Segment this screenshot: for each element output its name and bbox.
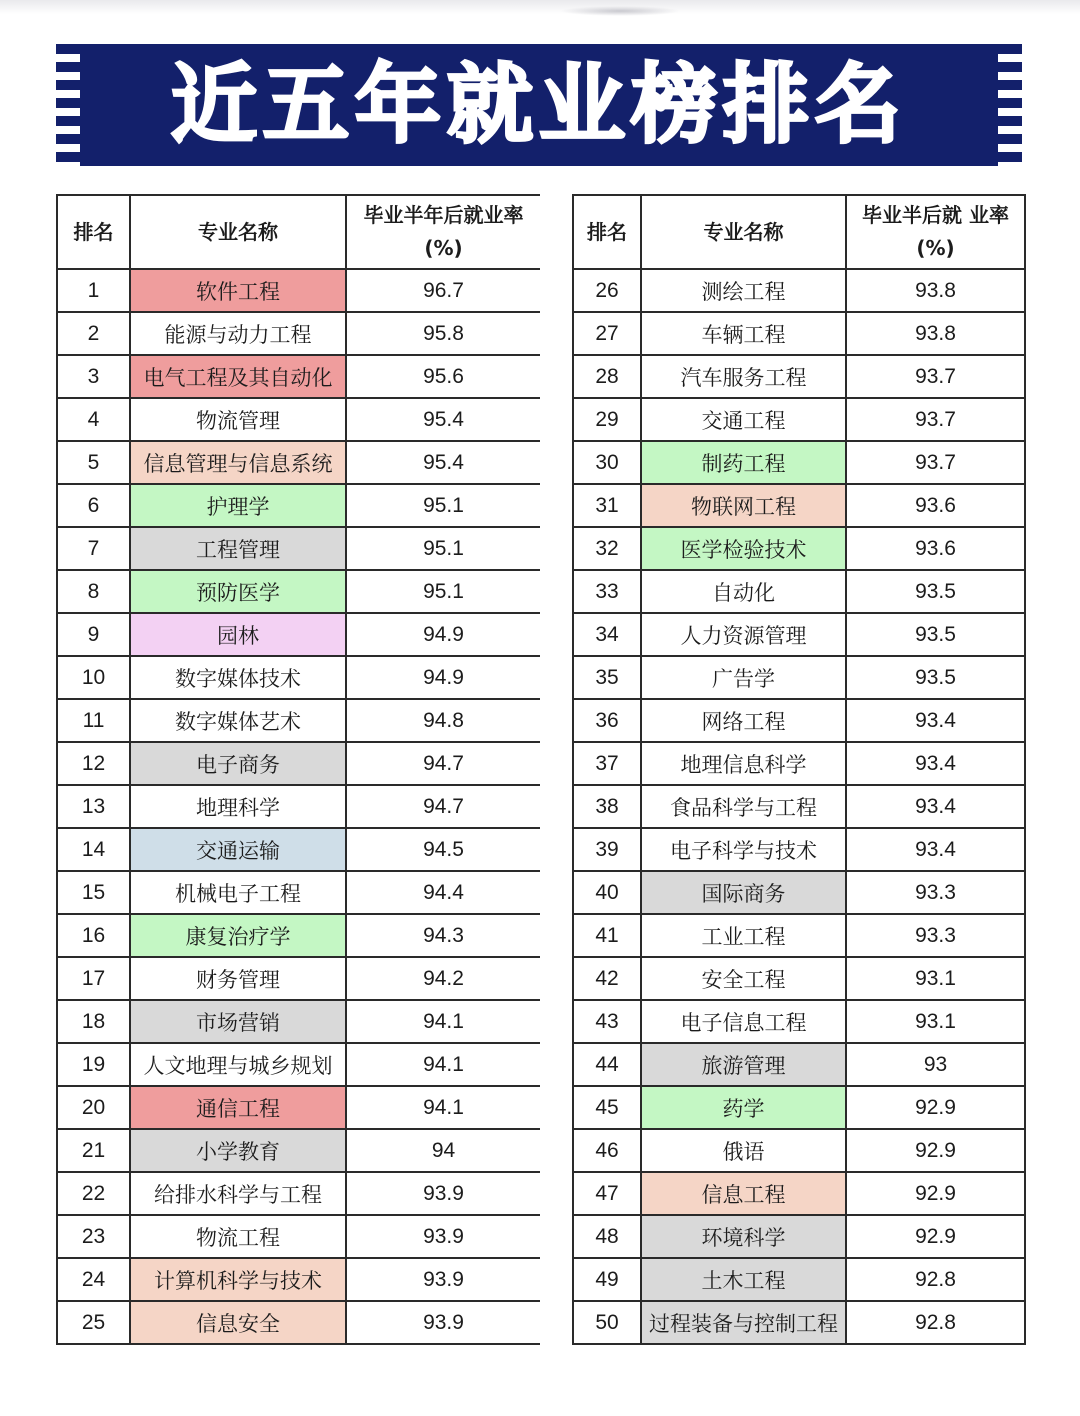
rate-cell: 93.5 (846, 570, 1025, 613)
major-name-cell: 市场营销 (130, 1000, 346, 1043)
major-name-cell: 地理科学 (130, 785, 346, 828)
rate-cell: 94.5 (346, 828, 541, 871)
rate-cell: 94.1 (346, 1086, 541, 1129)
rank-cell: 18 (57, 1000, 130, 1043)
rate-header-line1: 毕业半年后就业率 (363, 203, 524, 227)
table-row (57, 785, 541, 828)
table-row (57, 1215, 541, 1258)
table-row (573, 871, 1025, 914)
rate-cell: 93.7 (846, 441, 1025, 484)
table-row (573, 1258, 1025, 1301)
rank-cell: 33 (573, 570, 641, 613)
page-title: 近五年就业榜排名 (171, 55, 907, 155)
table-row (57, 1258, 541, 1301)
rank-cell: 11 (57, 699, 130, 742)
top-shadow (0, 0, 1080, 14)
table-row (57, 398, 541, 441)
major-name-cell: 俄语 (641, 1129, 846, 1172)
major-name-cell: 药学 (641, 1086, 846, 1129)
rank-cell: 43 (573, 1000, 641, 1043)
rate-cell: 93.5 (846, 613, 1025, 656)
major-name-cell: 康复治疗学 (130, 914, 346, 957)
rate-cell: 93.3 (846, 914, 1025, 957)
major-name-cell: 预防医学 (130, 570, 346, 613)
rate-cell: 94.1 (346, 1043, 541, 1086)
table-row (573, 1000, 1025, 1043)
major-header: 专业名称 (130, 195, 346, 269)
rate-cell: 94.8 (346, 699, 541, 742)
rate-cell: 94.7 (346, 742, 541, 785)
rank-cell: 14 (57, 828, 130, 871)
rate-cell: 94.3 (346, 914, 541, 957)
rate-header-line1: 毕业半后就 业率 (862, 203, 1009, 227)
rank-cell: 30 (573, 441, 641, 484)
table-row (57, 1129, 541, 1172)
rank-cell: 48 (573, 1215, 641, 1258)
major-name-cell: 园林 (130, 613, 346, 656)
rank-cell: 24 (57, 1258, 130, 1301)
rank-cell: 38 (573, 785, 641, 828)
rank-cell: 41 (573, 914, 641, 957)
rate-cell: 95.4 (346, 398, 541, 441)
rate-cell: 93.9 (346, 1215, 541, 1258)
table-row (57, 957, 541, 1000)
rate-cell: 92.9 (846, 1172, 1025, 1215)
rank-cell: 8 (57, 570, 130, 613)
major-name-cell: 交通工程 (641, 398, 846, 441)
rank-cell: 49 (573, 1258, 641, 1301)
rate-cell: 93.1 (846, 1000, 1025, 1043)
rate-cell: 93.4 (846, 828, 1025, 871)
table-row (573, 527, 1025, 570)
ranking-table-right-body (573, 269, 1025, 1344)
rate-cell: 93.1 (846, 957, 1025, 1000)
table-header-row (57, 195, 541, 269)
rank-cell: 31 (573, 484, 641, 527)
major-name-cell: 机械电子工程 (130, 871, 346, 914)
table-row (573, 484, 1025, 527)
major-name-cell: 工程管理 (130, 527, 346, 570)
rate-cell: 93.6 (846, 527, 1025, 570)
major-name-cell: 信息工程 (641, 1172, 846, 1215)
table-row (57, 742, 541, 785)
table-row (573, 441, 1025, 484)
major-name-cell: 通信工程 (130, 1086, 346, 1129)
rate-cell: 93.3 (846, 871, 1025, 914)
rate-cell: 92.9 (846, 1215, 1025, 1258)
table-row (573, 742, 1025, 785)
table-row (57, 699, 541, 742)
table-row (57, 312, 541, 355)
major-name-cell: 电子商务 (130, 742, 346, 785)
table-row (573, 785, 1025, 828)
major-name-cell: 能源与动力工程 (130, 312, 346, 355)
table-row (57, 1086, 541, 1129)
table-row (57, 355, 541, 398)
major-name-cell: 工业工程 (641, 914, 846, 957)
rate-cell: 95.1 (346, 484, 541, 527)
rank-cell: 3 (57, 355, 130, 398)
rank-cell: 36 (573, 699, 641, 742)
major-name-cell: 国际商务 (641, 871, 846, 914)
rank-header: 排名 (57, 195, 130, 269)
major-name-cell: 过程装备与控制工程 (641, 1301, 846, 1344)
major-name-cell: 数字媒体艺术 (130, 699, 346, 742)
major-name-cell: 制药工程 (641, 441, 846, 484)
major-name-cell: 数字媒体技术 (130, 656, 346, 699)
rate-cell: 96.7 (346, 269, 541, 312)
rank-cell: 10 (57, 656, 130, 699)
rate-cell: 94.1 (346, 1000, 541, 1043)
table-row (57, 441, 541, 484)
major-name-cell: 旅游管理 (641, 1043, 846, 1086)
rate-cell: 92.9 (846, 1129, 1025, 1172)
rate-cell: 93.8 (846, 312, 1025, 355)
major-name-cell: 电子科学与技术 (641, 828, 846, 871)
rank-cell: 23 (57, 1215, 130, 1258)
table-row (57, 1301, 541, 1344)
rank-cell: 40 (573, 871, 641, 914)
major-name-cell: 电子信息工程 (641, 1000, 846, 1043)
table-row (57, 914, 541, 957)
rate-header-line2: (%) (424, 236, 463, 260)
rate-cell: 93.9 (346, 1258, 541, 1301)
rank-cell: 46 (573, 1129, 641, 1172)
major-name-cell: 测绘工程 (641, 269, 846, 312)
rank-cell: 12 (57, 742, 130, 785)
major-name-cell: 给排水科学与工程 (130, 1172, 346, 1215)
table-row (573, 613, 1025, 656)
major-name-cell: 小学教育 (130, 1129, 346, 1172)
rank-cell: 29 (573, 398, 641, 441)
rate-cell: 93.8 (846, 269, 1025, 312)
banner-stripes-right (998, 44, 1022, 166)
table-row (573, 1086, 1025, 1129)
ranking-table-left-body (57, 269, 541, 1344)
rank-cell: 39 (573, 828, 641, 871)
rate-cell: 93.9 (346, 1172, 541, 1215)
rank-cell: 22 (57, 1172, 130, 1215)
major-name-cell: 护理学 (130, 484, 346, 527)
rate-cell: 94.9 (346, 613, 541, 656)
rank-cell: 45 (573, 1086, 641, 1129)
rate-cell: 95.8 (346, 312, 541, 355)
rate-cell: 93.6 (846, 484, 1025, 527)
rate-header (846, 195, 1025, 269)
table-row (57, 656, 541, 699)
rank-cell: 9 (57, 613, 130, 656)
major-name-cell: 自动化 (641, 570, 846, 613)
rank-cell: 35 (573, 656, 641, 699)
table-row (573, 1301, 1025, 1344)
table-row (57, 613, 541, 656)
table-header-row (573, 195, 1025, 269)
rate-cell: 93.5 (846, 656, 1025, 699)
table-row (573, 656, 1025, 699)
title-banner (56, 44, 1022, 166)
major-name-cell: 地理信息科学 (641, 742, 846, 785)
major-name-cell: 安全工程 (641, 957, 846, 1000)
rate-cell: 93 (846, 1043, 1025, 1086)
table-row (57, 570, 541, 613)
rank-cell: 1 (57, 269, 130, 312)
table-row (573, 269, 1025, 312)
major-name-cell: 信息管理与信息系统 (130, 441, 346, 484)
table-row (57, 1043, 541, 1086)
rate-cell: 94 (346, 1129, 541, 1172)
table-row (57, 1172, 541, 1215)
table-row (573, 312, 1025, 355)
major-name-cell: 财务管理 (130, 957, 346, 1000)
rank-cell: 2 (57, 312, 130, 355)
rate-cell: 95.6 (346, 355, 541, 398)
major-name-cell: 信息安全 (130, 1301, 346, 1344)
major-name-cell: 汽车服务工程 (641, 355, 846, 398)
table-row (573, 914, 1025, 957)
table-row (573, 1129, 1025, 1172)
major-name-cell: 软件工程 (130, 269, 346, 312)
rate-cell: 95.4 (346, 441, 541, 484)
major-name-cell: 计算机科学与技术 (130, 1258, 346, 1301)
major-name-cell: 环境科学 (641, 1215, 846, 1258)
rank-cell: 44 (573, 1043, 641, 1086)
rate-cell: 94.9 (346, 656, 541, 699)
rank-cell: 5 (57, 441, 130, 484)
table-row (573, 398, 1025, 441)
table-row (57, 484, 541, 527)
rate-cell: 93.7 (846, 398, 1025, 441)
table-divider (540, 194, 572, 1390)
rank-cell: 32 (573, 527, 641, 570)
rate-cell: 94.7 (346, 785, 541, 828)
major-name-cell: 食品科学与工程 (641, 785, 846, 828)
major-name-cell: 车辆工程 (641, 312, 846, 355)
rank-cell: 27 (573, 312, 641, 355)
ranking-table-right (572, 194, 1026, 1345)
rank-cell: 13 (57, 785, 130, 828)
rate-cell: 93.4 (846, 742, 1025, 785)
rate-cell: 92.8 (846, 1301, 1025, 1344)
rate-cell: 92.9 (846, 1086, 1025, 1129)
table-row (57, 871, 541, 914)
major-name-cell: 广告学 (641, 656, 846, 699)
rank-cell: 21 (57, 1129, 130, 1172)
rank-cell: 4 (57, 398, 130, 441)
rank-cell: 50 (573, 1301, 641, 1344)
table-row (573, 828, 1025, 871)
rank-cell: 34 (573, 613, 641, 656)
ranking-tables (56, 194, 1024, 1390)
major-name-cell: 医学检验技术 (641, 527, 846, 570)
rate-cell: 92.8 (846, 1258, 1025, 1301)
table-row (57, 1000, 541, 1043)
rate-header-line2: (%) (916, 236, 955, 260)
major-header: 专业名称 (641, 195, 846, 269)
rank-cell: 17 (57, 957, 130, 1000)
rate-cell: 95.1 (346, 570, 541, 613)
rank-cell: 25 (57, 1301, 130, 1344)
major-name-cell: 物联网工程 (641, 484, 846, 527)
rate-cell: 93.4 (846, 785, 1025, 828)
major-name-cell: 物流工程 (130, 1215, 346, 1258)
major-name-cell: 人文地理与城乡规划 (130, 1043, 346, 1086)
table-row (57, 828, 541, 871)
major-name-cell: 人力资源管理 (641, 613, 846, 656)
major-name-cell: 土木工程 (641, 1258, 846, 1301)
rate-cell: 93.9 (346, 1301, 541, 1344)
major-name-cell: 电气工程及其自动化 (130, 355, 346, 398)
major-name-cell: 交通运输 (130, 828, 346, 871)
rank-cell: 28 (573, 355, 641, 398)
rate-cell: 93.4 (846, 699, 1025, 742)
ranking-table-left (56, 194, 542, 1345)
table-row (57, 527, 541, 570)
rank-cell: 47 (573, 1172, 641, 1215)
rank-cell: 15 (57, 871, 130, 914)
rate-header (346, 195, 541, 269)
rank-cell: 37 (573, 742, 641, 785)
table-row (573, 1215, 1025, 1258)
table-row (573, 1172, 1025, 1215)
table-row (573, 1043, 1025, 1086)
rank-cell: 7 (57, 527, 130, 570)
rank-cell: 26 (573, 269, 641, 312)
major-name-cell: 网络工程 (641, 699, 846, 742)
table-row (573, 355, 1025, 398)
rank-header: 排名 (573, 195, 641, 269)
table-row (573, 957, 1025, 1000)
rate-cell: 95.1 (346, 527, 541, 570)
table-row (57, 269, 541, 312)
major-name-cell: 物流管理 (130, 398, 346, 441)
rank-cell: 19 (57, 1043, 130, 1086)
rank-cell: 6 (57, 484, 130, 527)
rate-cell: 93.7 (846, 355, 1025, 398)
rate-cell: 94.2 (346, 957, 541, 1000)
table-row (573, 699, 1025, 742)
rate-cell: 94.4 (346, 871, 541, 914)
rank-cell: 20 (57, 1086, 130, 1129)
rank-cell: 42 (573, 957, 641, 1000)
table-row (573, 570, 1025, 613)
rank-cell: 16 (57, 914, 130, 957)
